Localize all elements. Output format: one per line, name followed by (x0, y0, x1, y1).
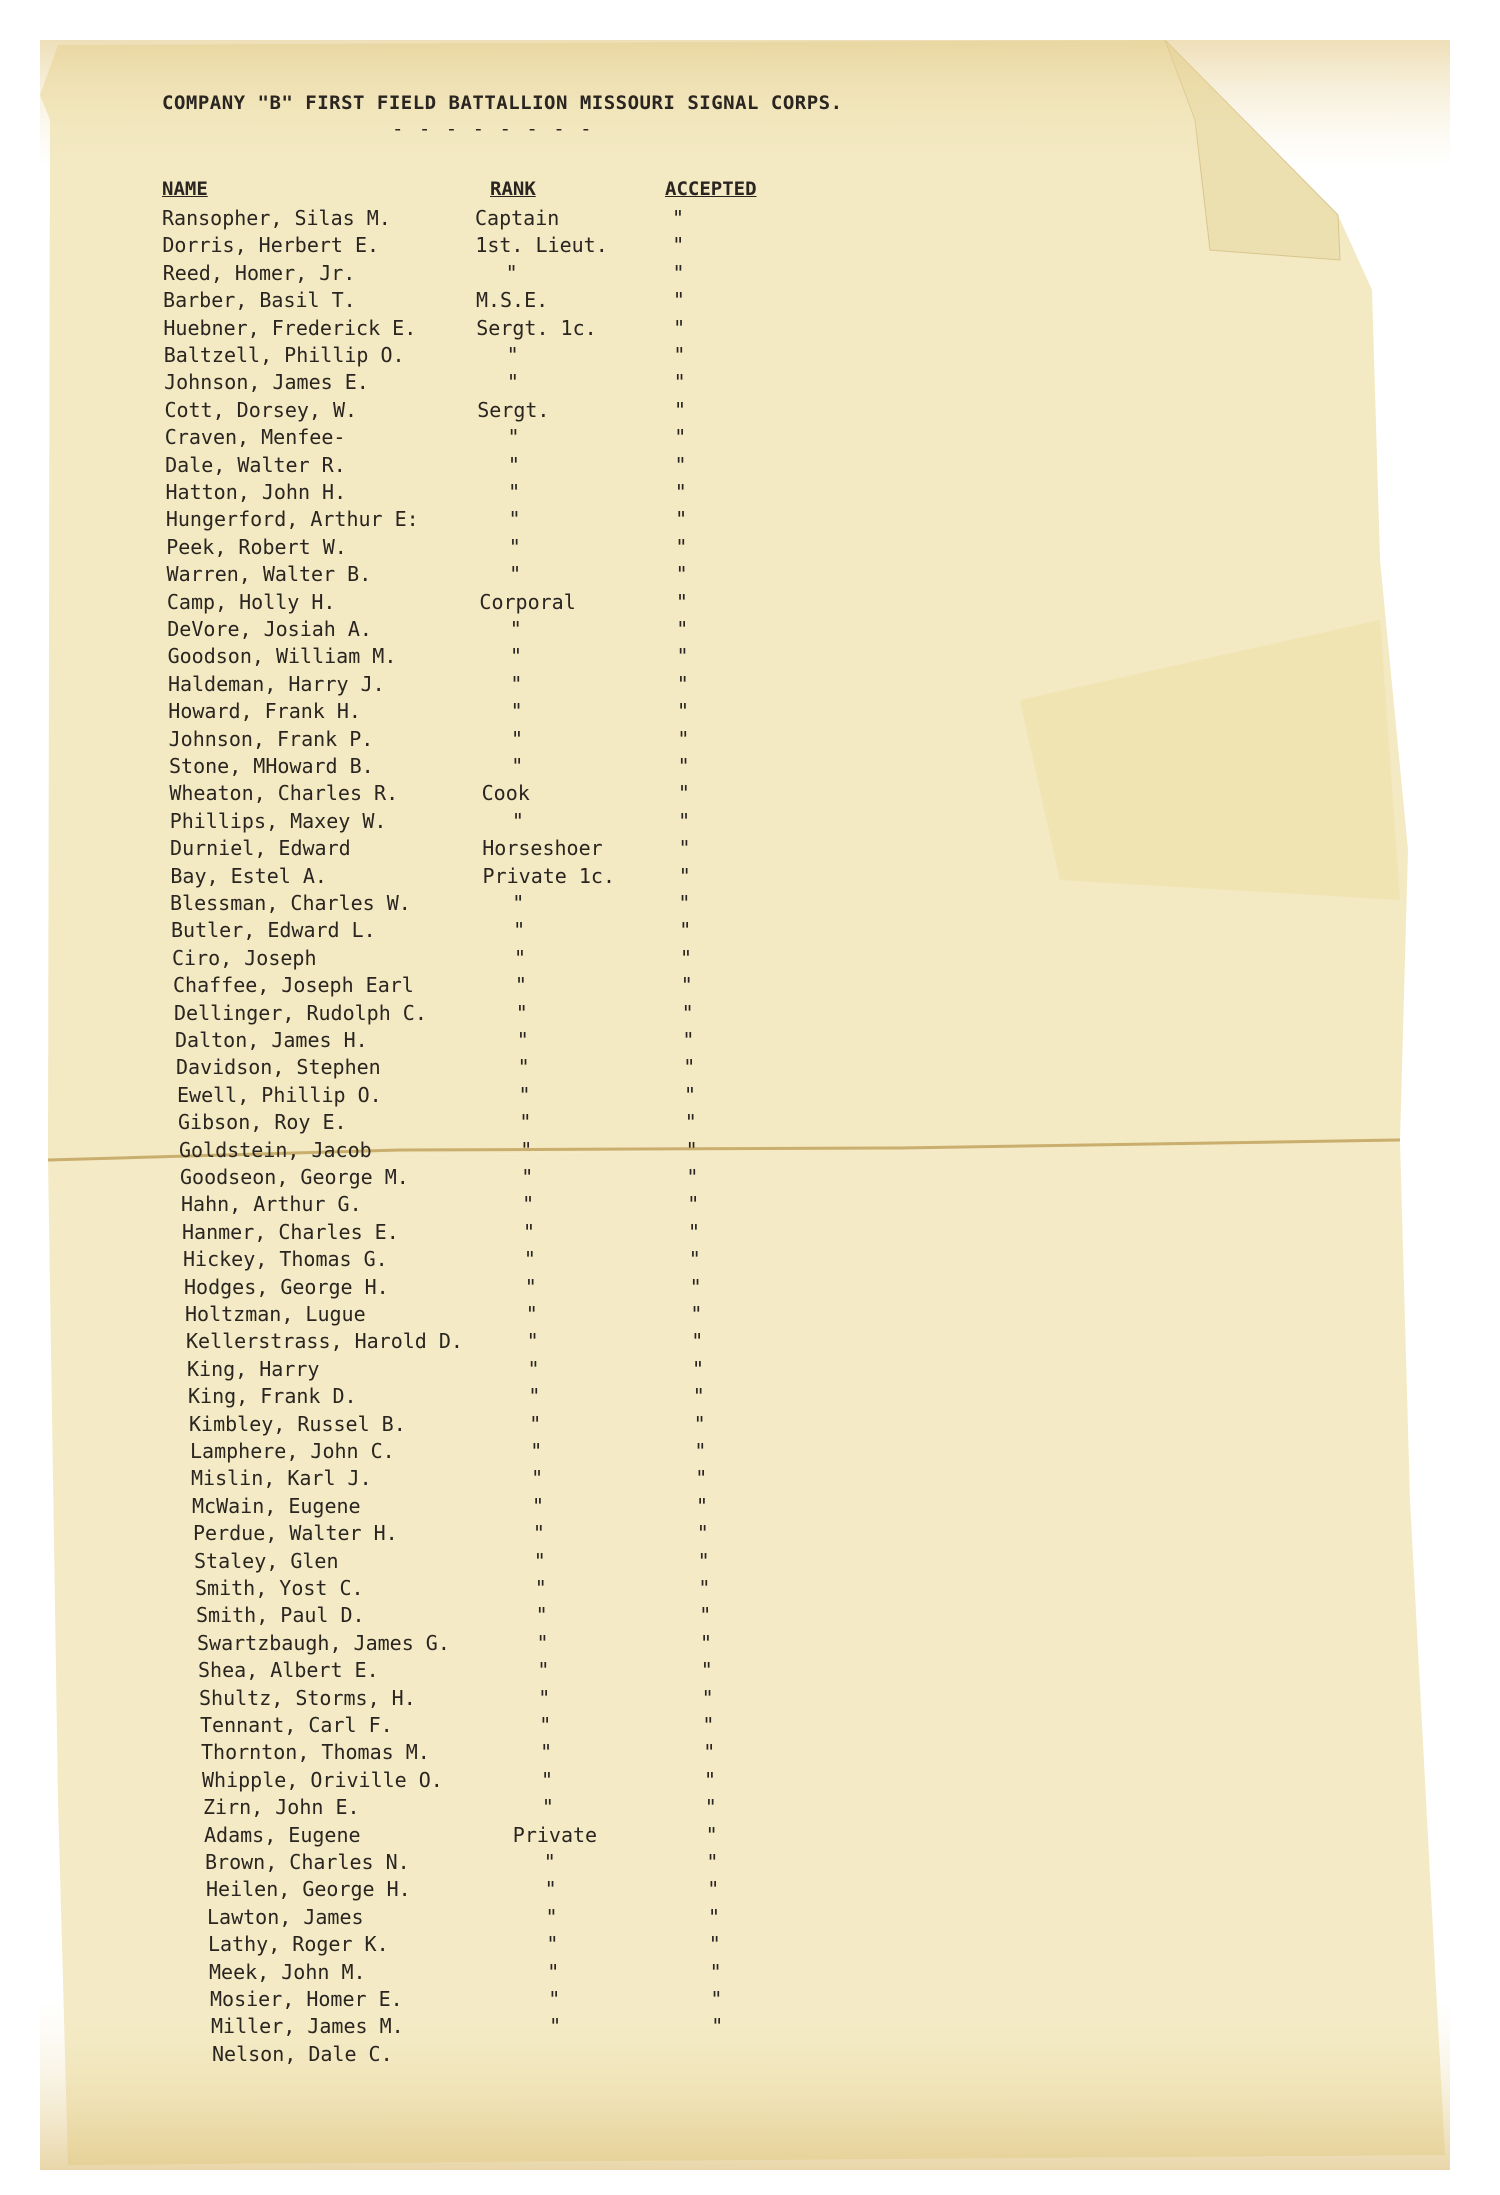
roster-accepted: " (678, 863, 691, 888)
roster-accepted: " (675, 589, 688, 614)
column-header-accepted: ACCEPTED (665, 178, 757, 200)
roster-rank: " (507, 452, 520, 477)
roster-accepted: " (677, 781, 690, 806)
roster-name: Ransopher, Silas M. (162, 206, 391, 230)
roster-rank: " (534, 1576, 547, 1600)
roster-accepted: " (673, 397, 686, 422)
roster-accepted: " (674, 452, 687, 477)
roster-accepted: " (681, 1000, 694, 1025)
roster-accepted: " (704, 1767, 717, 1792)
roster-name: Chaffee, Joseph Earl (173, 973, 414, 998)
roster-accepted: " (705, 1822, 718, 1847)
roster-name: Johnson, Frank P. (168, 726, 374, 751)
roster-rank: " (505, 260, 518, 285)
roster-rank: " (541, 1795, 554, 1820)
roster-rank: " (537, 1658, 550, 1683)
roster-accepted: " (689, 1274, 702, 1299)
roster-name: Tennant, Carl F. (200, 1713, 393, 1737)
roster-name: Hahn, Arthur G. (181, 1192, 362, 1217)
roster-name: Craven, Menfee- (164, 425, 346, 450)
roster-rank: " (526, 1329, 539, 1354)
roster-rank: " (514, 973, 527, 998)
roster-accepted: " (676, 617, 689, 641)
roster-name: Hungerford, Arthur E: (165, 507, 419, 532)
roster-name: Peek, Robert W. (166, 534, 347, 559)
roster-name: Hickey, Thomas G. (183, 1247, 388, 1272)
roster-name: Mosier, Homer E. (210, 1987, 403, 2011)
roster-name: Hodges, George H. (184, 1274, 389, 1299)
roster-rank: " (525, 1302, 538, 1326)
roster-rank: " (508, 534, 521, 559)
roster-accepted: " (684, 1082, 697, 1107)
roster-accepted: " (701, 1685, 714, 1710)
roster-accepted: " (687, 1192, 700, 1217)
roster-rank: " (529, 1411, 542, 1436)
roster-name: Huebner, Frederick E. (163, 315, 417, 340)
roster-accepted: " (709, 1959, 722, 1984)
roster-accepted: " (688, 1219, 701, 1244)
roster-accepted: " (683, 1055, 696, 1080)
roster-rank: " (511, 754, 524, 778)
roster-accepted: " (677, 699, 690, 724)
roster-rank: " (520, 1137, 533, 1162)
roster-accepted: " (692, 1384, 705, 1409)
roster-name: Bay, Estel A. (170, 863, 327, 888)
roster-rank: " (514, 945, 527, 970)
roster-rank: " (533, 1548, 546, 1573)
roster-name: Zirn, John E. (203, 1795, 360, 1820)
roster-name: Staley, Glen (194, 1548, 339, 1573)
roster-rank: " (532, 1493, 545, 1518)
roster-name: Shultz, Storms, H. (199, 1685, 416, 1710)
roster-name: Butler, Edward L. (171, 918, 376, 943)
roster-name: Brown, Charles N. (205, 1850, 410, 1874)
roster-rank: Sergt. (477, 397, 550, 422)
roster-accepted: " (675, 534, 688, 559)
roster-rank: Cook (481, 781, 530, 806)
roster-name: Gibson, Roy E. (178, 1110, 347, 1135)
roster-rank: " (509, 617, 522, 641)
roster-accepted: " (676, 671, 689, 696)
roster-accepted: " (690, 1302, 703, 1326)
roster-rank: " (515, 1000, 528, 1025)
document-heading: COMPANY "B" FIRST FIELD BATTALLION MISSOURI SIGNAL CORPS. (162, 92, 843, 114)
roster-accepted: " (692, 1356, 705, 1381)
roster-rank: " (522, 1192, 535, 1217)
roster-accepted: " (678, 891, 691, 915)
roster-name: Hanmer, Charles E. (182, 1219, 399, 1244)
roster-accepted: " (680, 973, 693, 998)
roster-name: Dale, Walter R. (165, 452, 346, 477)
roster-rank: " (512, 891, 525, 915)
heading-rule: - - - - - - - - (392, 118, 594, 140)
roster-accepted: " (699, 1603, 712, 1628)
roster-rank: " (540, 1740, 553, 1765)
roster-accepted: " (679, 918, 692, 943)
roster-name: Nelson, Dale C. (212, 2041, 393, 2066)
roster-rank: " (516, 1028, 529, 1052)
roster-accepted: " (675, 562, 688, 587)
roster-name: Adams, Eugene (204, 1822, 361, 1847)
roster-name: Goodseon, George M. (180, 1165, 409, 1189)
roster-name: Holtzman, Lugue (185, 1302, 366, 1326)
roster-accepted: " (688, 1247, 701, 1272)
roster-rank: " (524, 1274, 537, 1299)
roster-rank: M.S.E. (475, 288, 549, 313)
roster-rank: " (548, 1987, 561, 2011)
roster-accepted: " (694, 1439, 707, 1463)
roster-name: Baltzell, Phillip O. (163, 343, 405, 367)
roster-rank: Corporal (479, 589, 576, 614)
roster-rank: " (508, 480, 521, 504)
roster-accepted: " (686, 1165, 699, 1189)
roster-accepted: " (672, 288, 685, 313)
roster-accepted: " (673, 370, 686, 395)
roster-name: Lamphere, John C. (190, 1439, 395, 1463)
roster-rank: Horseshoer (482, 836, 603, 861)
roster-accepted: " (672, 233, 685, 258)
roster-accepted: " (696, 1493, 709, 1518)
roster-accepted: " (677, 754, 690, 778)
roster-rank: " (530, 1439, 543, 1463)
roster-rank: " (535, 1603, 548, 1628)
roster-rank: Private (512, 1822, 598, 1847)
roster-name: Johnson, James E. (164, 370, 369, 395)
roster-name: Lawton, James (207, 1904, 364, 1929)
roster-accepted: " (673, 343, 686, 367)
column-header-rank: RANK (490, 178, 536, 200)
roster-name: Smith, Paul D. (196, 1603, 365, 1628)
roster-name: Goodson, William M. (167, 644, 397, 669)
roster-rank: " (519, 1110, 532, 1135)
roster-accepted: " (678, 836, 691, 861)
roster-rank: " (549, 2014, 562, 2039)
roster-name: Ewell, Phillip O. (177, 1082, 382, 1107)
roster-rank: " (506, 370, 519, 395)
roster-name: Dalton, James H. (175, 1028, 368, 1052)
roster-name: Thornton, Thomas M. (201, 1740, 430, 1765)
roster-rank: " (543, 1850, 556, 1874)
roster-accepted: " (693, 1411, 706, 1436)
roster-name: Phillips, Maxey W. (169, 808, 387, 833)
roster-rank: Sergt. 1c. (476, 315, 597, 340)
roster-rank: " (513, 918, 526, 943)
roster-rank: " (517, 1055, 530, 1080)
roster-rank: " (536, 1630, 549, 1655)
roster-accepted: " (674, 480, 687, 504)
roster-rank: " (521, 1165, 534, 1189)
roster-accepted: " (704, 1795, 717, 1820)
roster-rank: " (506, 343, 519, 367)
roster-name: Stone, MHoward B. (169, 754, 374, 778)
roster-rank: " (532, 1521, 545, 1546)
roster-name: Kellerstrass, Harold D. (186, 1329, 463, 1354)
roster-rank: " (509, 562, 522, 587)
roster-accepted: " (698, 1576, 711, 1600)
roster-accepted: " (711, 2014, 724, 2039)
roster-name: Miller, James M. (211, 2014, 404, 2039)
roster-name: Howard, Frank H. (168, 699, 361, 724)
roster-rank: " (539, 1713, 552, 1737)
roster-name: Wheaton, Charles R. (169, 781, 399, 806)
roster-accepted: " (682, 1028, 695, 1052)
roster-rank: " (545, 1904, 558, 1929)
roster-accepted: " (700, 1630, 713, 1655)
roster-rank: " (507, 425, 520, 450)
roster-rank: " (544, 1877, 557, 1902)
roster-rank: 1st. Lieut. (475, 233, 608, 258)
roster-accepted: " (695, 1466, 708, 1491)
roster-rank: " (508, 507, 521, 532)
roster-name: Ciro, Joseph (172, 945, 317, 970)
roster-accepted: " (678, 808, 691, 833)
roster-accepted: " (685, 1137, 698, 1162)
roster-rank: Captain (475, 206, 560, 230)
roster-accepted: " (674, 425, 687, 450)
roster-name: Mislin, Karl J. (191, 1466, 372, 1491)
roster-name: Whipple, Oriville O. (202, 1767, 443, 1792)
roster-name: McWain, Eugene (192, 1493, 361, 1518)
roster-accepted: " (676, 644, 689, 669)
roster-name: Swartzbaugh, James G. (197, 1630, 450, 1655)
roster-name: Camp, Holly H. (166, 589, 336, 614)
roster-accepted: " (680, 945, 693, 970)
roster-accepted: " (703, 1740, 716, 1765)
roster-name: Shea, Albert E. (198, 1658, 379, 1683)
roster-name: Reed, Homer, Jr. (162, 260, 356, 285)
roster-name: Kimbley, Russel B. (189, 1411, 406, 1436)
roster-name: Barber, Basil T. (163, 288, 356, 313)
roster-accepted: " (684, 1110, 697, 1135)
roster-accepted: " (706, 1850, 719, 1874)
roster-accepted: " (672, 260, 685, 285)
roster-accepted: " (708, 1932, 721, 1957)
roster-rank: " (518, 1082, 531, 1107)
roster-accepted: " (673, 315, 686, 340)
roster-rank: " (523, 1219, 536, 1244)
roster-name: Cott, Dorsey, W. (164, 397, 358, 422)
roster-rank: " (541, 1767, 554, 1792)
roster-accepted: " (700, 1658, 713, 1683)
roster-accepted: " (707, 1877, 720, 1902)
roster-accepted: " (697, 1548, 710, 1573)
roster-name: Goldstein, Jacob (179, 1137, 372, 1162)
roster-name: Meek, John M. (209, 1959, 366, 1984)
roster-rank: " (528, 1384, 541, 1409)
roster-rank: " (547, 1959, 560, 1984)
roster-rank: " (527, 1356, 540, 1381)
roster-accepted: " (691, 1329, 704, 1354)
roster-rank: " (510, 644, 523, 669)
roster-name: Heilen, George H. (206, 1877, 411, 1902)
roster-name: Perdue, Walter H. (193, 1521, 398, 1546)
roster-rank: Private 1c. (482, 863, 615, 888)
roster-rank: " (510, 726, 524, 751)
roster-rank: " (538, 1685, 551, 1710)
roster-name: Hatton, John H. (165, 480, 347, 504)
roster-accepted: " (677, 726, 690, 751)
roster-name: Smith, Yost C. (195, 1576, 364, 1600)
roster-name: Davidson, Stephen (176, 1055, 381, 1080)
column-header-name: NAME (162, 178, 208, 200)
roster-name: Dorris, Herbert E. (162, 233, 380, 258)
roster-rank: " (510, 671, 523, 696)
roster-accepted: " (708, 1904, 721, 1929)
roster-rank: " (511, 808, 524, 833)
roster-accepted: " (675, 507, 688, 532)
roster-name: DeVore, Josiah A. (167, 617, 372, 641)
roster-name: King, Harry (187, 1356, 320, 1381)
roster-name: Durniel, Edward (170, 836, 351, 861)
roster-rank: " (510, 699, 523, 724)
roster-name: Blessman, Charles W. (170, 891, 411, 915)
roster-rank: " (523, 1247, 536, 1272)
roster-name: Dellinger, Rudolph C. (174, 1000, 427, 1025)
roster-accepted: " (672, 206, 685, 230)
roster-accepted: " (696, 1521, 709, 1546)
roster-accepted: " (702, 1713, 715, 1737)
roster-accepted: " (710, 1987, 723, 2011)
roster-name: Haldeman, Harry J. (167, 671, 385, 696)
roster-rank: " (546, 1932, 559, 1957)
roster-name: Warren, Walter B. (166, 562, 372, 587)
roster-name: Lathy, Roger K. (208, 1932, 389, 1957)
roster-rank: " (531, 1466, 544, 1491)
roster-name: King, Frank D. (188, 1384, 357, 1409)
